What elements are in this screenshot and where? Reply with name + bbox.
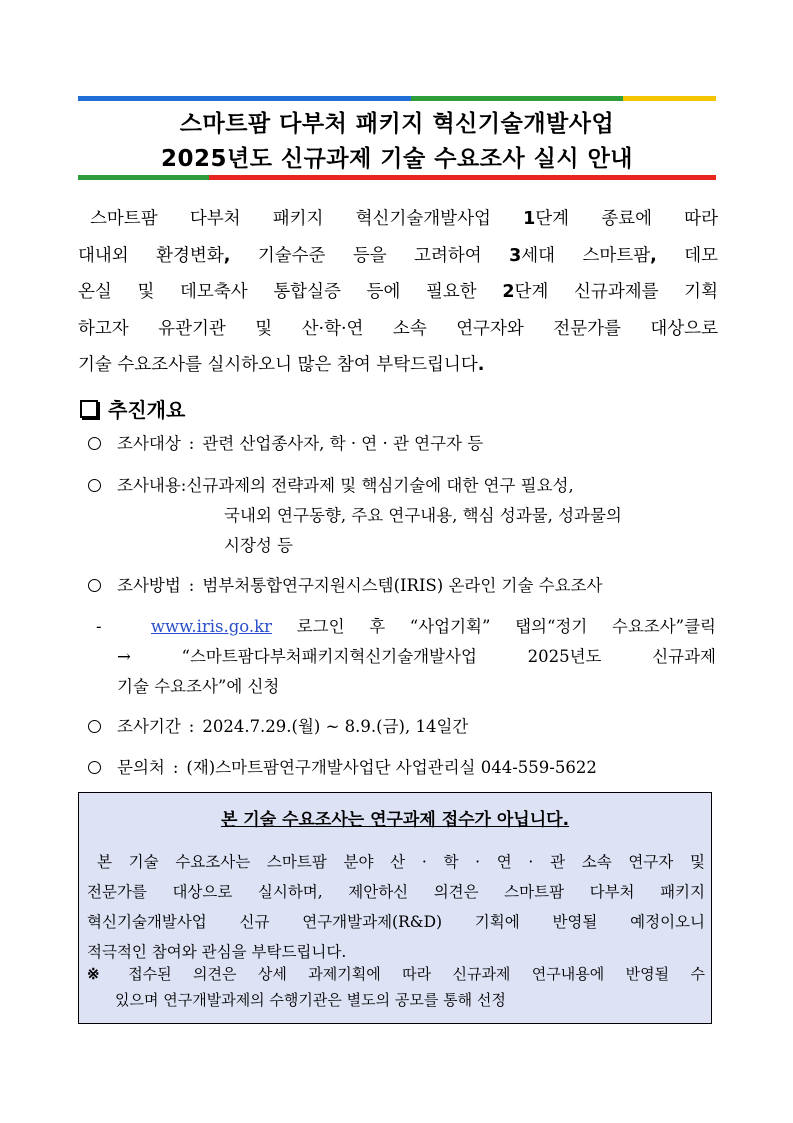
notice-title: 본 기술 수요조사는 연구과제 접수가 아닙니다. <box>220 810 570 830</box>
notice-body-line-4: 적극적인 참여와 관심을 부탁드립니다. <box>87 943 347 961</box>
notice-body-line-3: 혁신기술개발사업 신규 연구개발과제(R&D) 기획에 반영될 예정이오니 <box>87 913 705 931</box>
method-detail-line-3: 기술 수요조사”에 신청 <box>117 677 280 696</box>
intro-line-3: 온실 및 데모축사 통합실증 등에 필요한 2단계 신규과제를 기획 <box>78 282 718 302</box>
dash-bullet: - <box>96 617 102 636</box>
intro-paragraph <box>78 201 718 384</box>
contact-label: 문의처 <box>117 758 165 777</box>
title-bar-bottom-red <box>209 175 716 180</box>
notice-body <box>87 847 705 967</box>
overview-item-target: 조사대상 : 관련 산업종사자, 학 · 연 · 관 연구자 등 <box>88 429 483 459</box>
intro-line-4: 하고자 유관기관 및 산·학·연 소속 연구자와 전문가를 대상으로 <box>78 318 718 339</box>
title-bar-bottom-green <box>78 175 209 180</box>
content-label: 조사내용 <box>117 476 181 495</box>
circle-bullet-icon <box>88 479 101 492</box>
method-detail <box>96 612 716 702</box>
overview-item-period: 조사기간 : 2024.7.29.(월) ~ 8.9.(금), 14일간 <box>88 712 468 742</box>
notice-note-line-2: 있으며 연구개발과제의 수행기관은 별도의 공모를 통해 선정 <box>115 991 506 1009</box>
title-bar-yellow <box>623 96 716 101</box>
reference-mark-icon: ※ <box>87 965 117 983</box>
intro-line-5: 기술 수요조사를 실시하오니 많은 참여 부탁드립니다. <box>78 355 485 375</box>
notice-note-line-1: ※ 접수된 의견은 상세 과제기획에 따라 신규과제 연구내용에 반영될 수 <box>87 965 705 983</box>
period-label: 조사기간 <box>117 717 181 736</box>
content-value-2: 국내외 연구동향, 주요 연구내용, 핵심 성과물, 성과물의 <box>224 506 622 525</box>
page-title-line-1: 스마트팜 다부처 패키지 혁신기술개발사업 <box>179 111 615 137</box>
circle-bullet-icon <box>88 437 101 450</box>
content-value-3: 시장성 등 <box>224 536 294 555</box>
notice-note <box>87 961 705 1013</box>
circle-bullet-icon <box>88 720 101 733</box>
intro-line-2: 대내외 환경변화, 기술수준 등을 고려하여 3세대 스마트팜, 데모 <box>78 245 718 266</box>
title-bar-blue <box>78 96 411 101</box>
overview-item-contact: 문의처 : (재)스마트팜연구개발사업단 사업관리실 044-559-5622 <box>88 753 597 783</box>
checkbox-square-icon <box>80 400 98 418</box>
overview-item-method: 조사방법 : 범부처통합연구지원시스템(IRIS) 온라인 기술 수요조사 <box>88 571 602 601</box>
page-title-line-2: 2025년도 신규과제 기술 수요조사 실시 안내 <box>160 146 634 172</box>
target-value: 관련 산업종사자, 학 · 연 · 관 연구자 등 <box>202 434 484 453</box>
iris-link[interactable]: www.iris.go.kr <box>150 617 273 636</box>
notice-box <box>78 792 712 1024</box>
overview-item-content: 조사내용:신규과제의 전략과제 및 핵심기술에 대한 연구 필요성, 국내외 연구동향, 주요 연구내용, 핵심 성과물, 성과물의 시장성 등 <box>88 471 716 561</box>
method-detail-line-2: → “스마트팜다부처패키지혁신기술개발사업 2025년도 신규과제 <box>117 647 716 666</box>
method-detail-line-1: - www.iris.go.kr 로그인 후 “사업기획” 탭의“정기 수요조사”클릭 <box>96 617 716 636</box>
circle-bullet-icon <box>88 579 101 592</box>
intro-line-1: 스마트팜 다부처 패키지 혁신기술개발사업 1단계 종료에 따라 <box>90 209 718 229</box>
period-value: 2024.7.29.(월) ~ 8.9.(금), 14일간 <box>202 717 469 736</box>
content-value-1: 신규과제의 전략과제 및 핵심기술에 대한 연구 필요성, <box>186 476 574 495</box>
method-label: 조사방법 <box>117 576 181 595</box>
notice-body-line-1: 본 기술 수요조사는 스마트팜 분야 산 · 학 · 연 · 관 소속 연구자 및 <box>97 853 705 871</box>
section-heading <box>80 394 185 423</box>
section-heading-text: 추진개요 <box>108 398 186 422</box>
method-value: 범부처통합연구지원시스템(IRIS) 온라인 기술 수요조사 <box>202 576 603 595</box>
circle-bullet-icon <box>88 761 101 774</box>
target-label: 조사대상 <box>117 434 181 453</box>
title-bar-green <box>411 96 623 101</box>
notice-body-line-2: 전문가를 대상으로 실시하며, 제안하신 의견은 스마트팜 다부처 패키지 <box>87 883 705 901</box>
contact-value: (재)스마트팜연구개발사업단 사업관리실 044-559-5622 <box>186 758 597 777</box>
